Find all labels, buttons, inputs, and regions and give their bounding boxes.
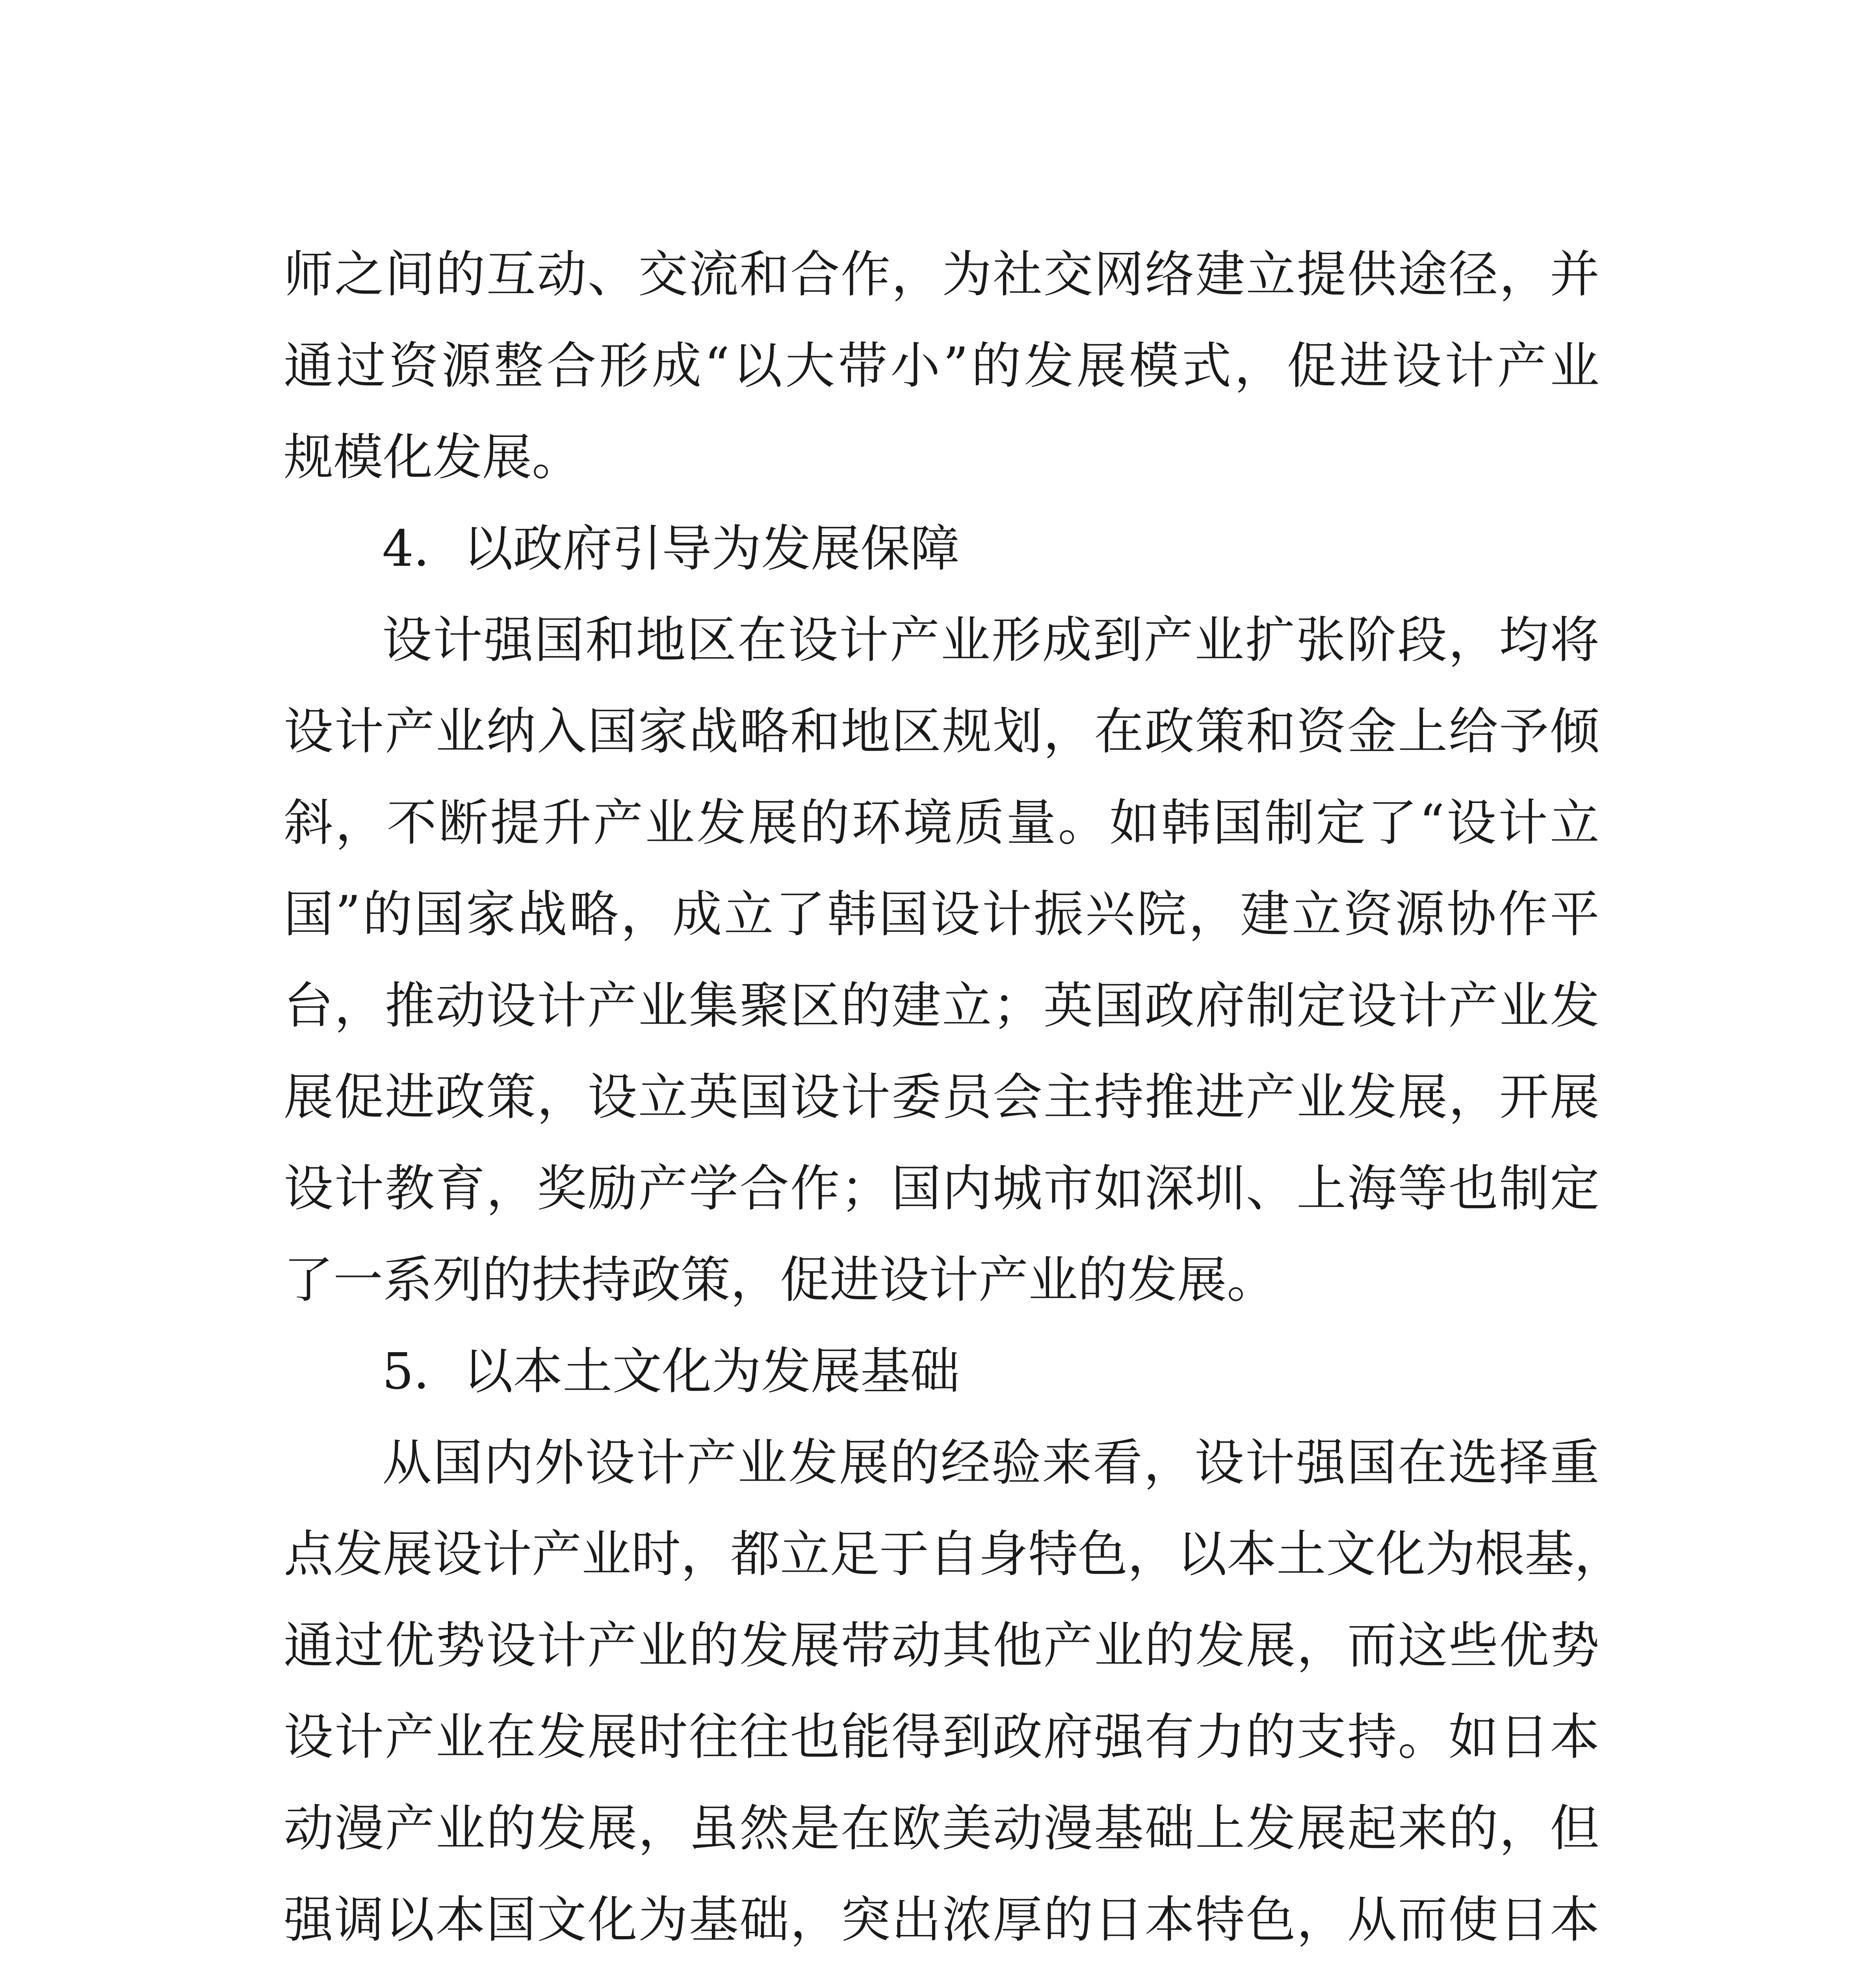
paragraph-line: 强调以本国文化为基础，突出浓厚的日本特色，从而使日本 [284, 1891, 1599, 1949]
paragraph-line: 点发展设计产业时，都立足于自身特色，以本土文化为根基， [284, 1525, 1624, 1583]
paragraph-line: 师之间的互动、交流和合作，为社交网络建立提供途径，并 [284, 245, 1599, 303]
paragraph-line: 动漫产业的发展，虽然是在欧美动漫基础上发展起来的，但 [284, 1799, 1599, 1857]
paragraph-line: 通过优势设计产业的发展带动其他产业的发展，而这些优势 [284, 1617, 1599, 1674]
paragraph-line: 设计强国和地区在设计产业形成到产业扩张阶段，均将 [382, 611, 1599, 669]
paragraph-line: 规模化发展。 [284, 428, 581, 486]
paragraph-line: 了一系列的扶持政策，促进设计产业的发展。 [284, 1251, 1276, 1309]
paragraph-line: 通过资源整合形成“以大带小”的发展模式，促进设计产业 [284, 337, 1600, 395]
section-heading: 5．以本土文化为发展基础 [382, 1342, 960, 1400]
paragraph-line: 台，推动设计产业集聚区的建立；英国政府制定设计产业发 [284, 977, 1599, 1035]
paragraph-line: 斜，不断提升产业发展的环境质量。如韩国制定了“设计立 [284, 794, 1599, 852]
paragraph-line: 国”的国家战略，成立了韩国设计振兴院，建立资源协作平 [284, 885, 1599, 943]
paragraph-line: 设计教育，奖励产学合作；国内城市如深圳、上海等也制定 [284, 1160, 1599, 1217]
paragraph-line: 设计产业纳入国家战略和地区规划，在政策和资金上给予倾 [284, 703, 1599, 760]
section-heading: 4．以政府引导为发展保障 [382, 520, 960, 578]
paragraph-line: 设计产业在发展时往往也能得到政府强有力的支持。如日本 [284, 1708, 1599, 1766]
paragraph-line: 展促进政策，设立英国设计委员会主持推进产业发展，开展 [284, 1068, 1599, 1126]
paragraph-line: 从国内外设计产业发展的经验来看，设计强国在选择重 [382, 1434, 1599, 1492]
